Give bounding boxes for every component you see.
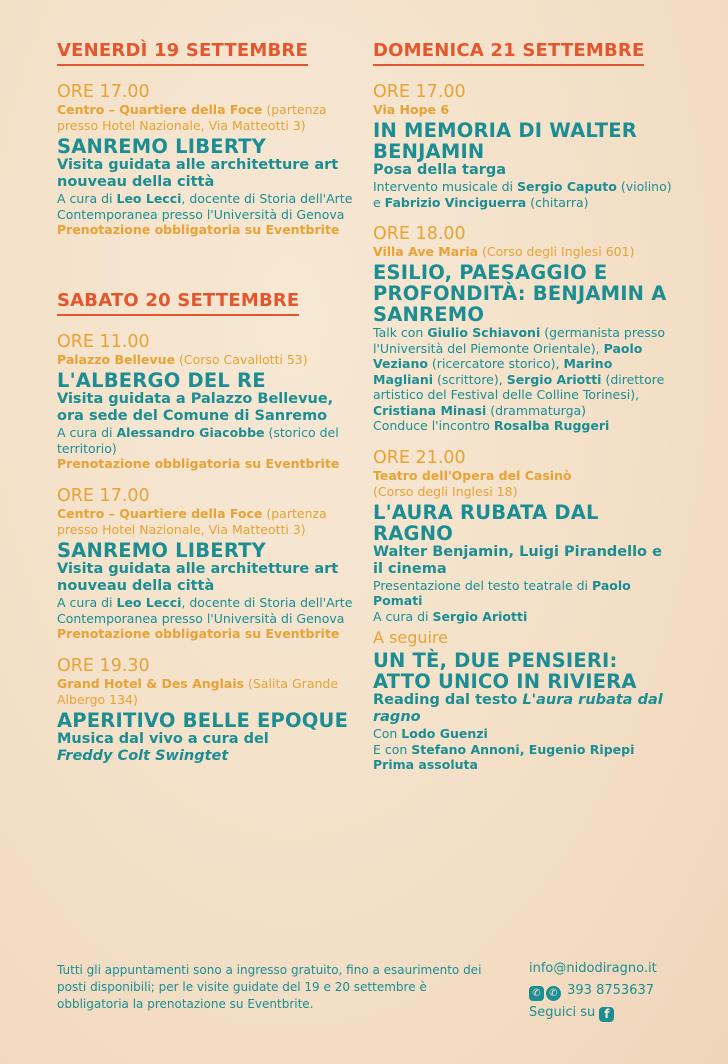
event-location: Via Hope 6 — [373, 102, 450, 117]
event-curator: A cura di Alessandro Giacobbe (storico del territorio) — [57, 425, 339, 456]
event-description: Intervento musicale di Sergio Caputo (violino) e Fabrizio Vinciguerra (chitarra) — [373, 179, 672, 210]
facebook-icon[interactable]: f — [599, 1007, 614, 1022]
footer-note: Tutti gli appuntamenti sono a ingresso gratuito, fino a esaurimento dei posti disponibili; per le visite guidate del 19 e 20 settembre è obbligatoria la prenotazione su Eventbrite. — [57, 963, 482, 1011]
event-location: Palazzo Bellevue (Corso Cavallotti 53) — [57, 352, 308, 367]
booking-note: Prenotazione obbligatoria su Eventbrite — [57, 626, 340, 641]
event-reading: Reading dal testo L'aura rubata dal ragno — [373, 692, 663, 725]
event-time: ORE 19.30 — [57, 656, 150, 676]
contact-phone-row — [529, 980, 709, 1002]
event-subtitle: Visita guidata a Palazzo Bellevue, ora sede del Comune di Sanremo — [57, 391, 334, 424]
event-moderator: Conduce l'incontro Rosalba Ruggeri — [373, 418, 610, 433]
event-title: L'ALBERGO DEL RE — [57, 369, 266, 392]
event-location: Centro – Quartiere della Foce (partenza presso Hotel Nazionale, Via Matteotti 3) — [57, 506, 327, 537]
day-heading-saturday: SABATO 20 SETTEMBRE — [57, 290, 299, 316]
event-time: ORE 18.00 — [373, 224, 466, 244]
event-title: ESILIO, PAESAGGIO E PROFONDITÀ: BENJAMIN A SANREMO — [373, 261, 667, 326]
left-column — [57, 40, 357, 779]
follow-up-label: A seguire — [373, 628, 449, 647]
event-sat-2 — [57, 486, 357, 642]
event-cast-2: E con Stefano Annoni, Eugenio Ripepi — [373, 741, 635, 757]
event-location: Teatro dell'Opera del Casinò — [373, 467, 572, 483]
event-sun-2 — [373, 224, 673, 434]
event-subtitle: Walter Benjamin, Luigi Pirandello e il cinema — [373, 543, 662, 577]
event-sat-3 — [57, 656, 357, 765]
booking-note: Prenotazione obbligatoria su Eventbrite — [57, 222, 340, 237]
event-location: Centro – Quartiere della Foce (partenza presso Hotel Nazionale, Via Matteotti 3) — [57, 102, 327, 133]
event-location: Grand Hotel & Des Anglais (Salita Grande Albergo 134) — [57, 676, 339, 707]
event-curator: A cura di Sergio Ariotti — [373, 608, 528, 624]
event-time: ORE 17.00 — [57, 82, 150, 102]
event-subtitle-italic: Freddy Colt Swingtet — [57, 748, 229, 764]
phone-icon: ✆ — [529, 986, 544, 1001]
event-location-address: (Corso degli Inglesi 18) — [373, 483, 518, 499]
event-title: IN MEMORIA DI WALTER BENJAMIN — [373, 119, 638, 163]
event-time: ORE 11.00 — [57, 332, 150, 352]
event-presentation: Presentazione del testo teatrale di Paolo Pomati — [373, 577, 631, 608]
event-sun-3 — [373, 448, 673, 774]
event-title: SANREMO LIBERTY — [57, 539, 266, 562]
event-subtitle: Posa della targa — [373, 162, 507, 178]
event-title-2: UN TÈ, DUE PENSIERI: ATTO UNICO IN RIVIERA — [373, 649, 637, 693]
day-heading-friday: VENERDÌ 19 SETTEMBRE — [57, 40, 308, 66]
event-description: Talk con Giulio Schiavoni (germanista presso l'Università del Piemonte Orientale), Paolo Veziano (ricercatore storico), Marino Magliani (scrittore), Sergio Ariotti (direttore artistico del Festival delle Colline Torinesi), Cristiana Minasi (drammaturga) — [373, 325, 666, 418]
social-row — [529, 1002, 709, 1024]
premiere-note: Prima assoluta — [373, 757, 478, 772]
event-fri-1 — [57, 82, 357, 238]
contact-email[interactable]: info@nidodiragno.it — [529, 961, 657, 976]
event-title: L'AURA RUBATA DAL RAGNO — [373, 500, 599, 545]
event-subtitle: Visita guidata alle architetture art nouveau della città — [57, 561, 339, 594]
contact-block — [529, 958, 709, 1024]
event-time: ORE 17.00 — [373, 82, 466, 102]
event-time: ORE 21.00 — [373, 447, 466, 468]
right-column — [373, 40, 673, 787]
follow-label: Seguici su — [529, 1005, 596, 1020]
event-time: ORE 17.00 — [57, 486, 150, 506]
event-curator: A cura di Leo Lecci, docente di Storia dell'Arte Contemporanea presso l'Università di Genova — [57, 191, 353, 222]
day-heading-sunday: DOMENICA 21 SETTEMBRE — [373, 40, 644, 66]
whatsapp-icon: ✆ — [546, 986, 561, 1001]
event-title: APERITIVO BELLE EPOQUE — [57, 709, 349, 732]
contact-phone[interactable]: 393 8753637 — [567, 983, 654, 998]
event-sat-1 — [57, 332, 357, 472]
event-sun-1 — [373, 82, 673, 210]
event-cast: Con Lodo Guenzi — [373, 726, 488, 741]
event-title: SANREMO LIBERTY — [57, 135, 266, 158]
event-curator: A cura di Leo Lecci, docente di Storia dell'Arte Contemporanea presso l'Università di Genova — [57, 595, 353, 626]
booking-note: Prenotazione obbligatoria su Eventbrite — [57, 456, 340, 471]
event-subtitle: Visita guidata alle architetture art nouveau della città — [57, 157, 339, 190]
event-location: Villa Ave Maria (Corso degli Inglesi 601) — [373, 244, 635, 259]
event-subtitle: Musica dal vivo a cura del — [57, 731, 269, 747]
